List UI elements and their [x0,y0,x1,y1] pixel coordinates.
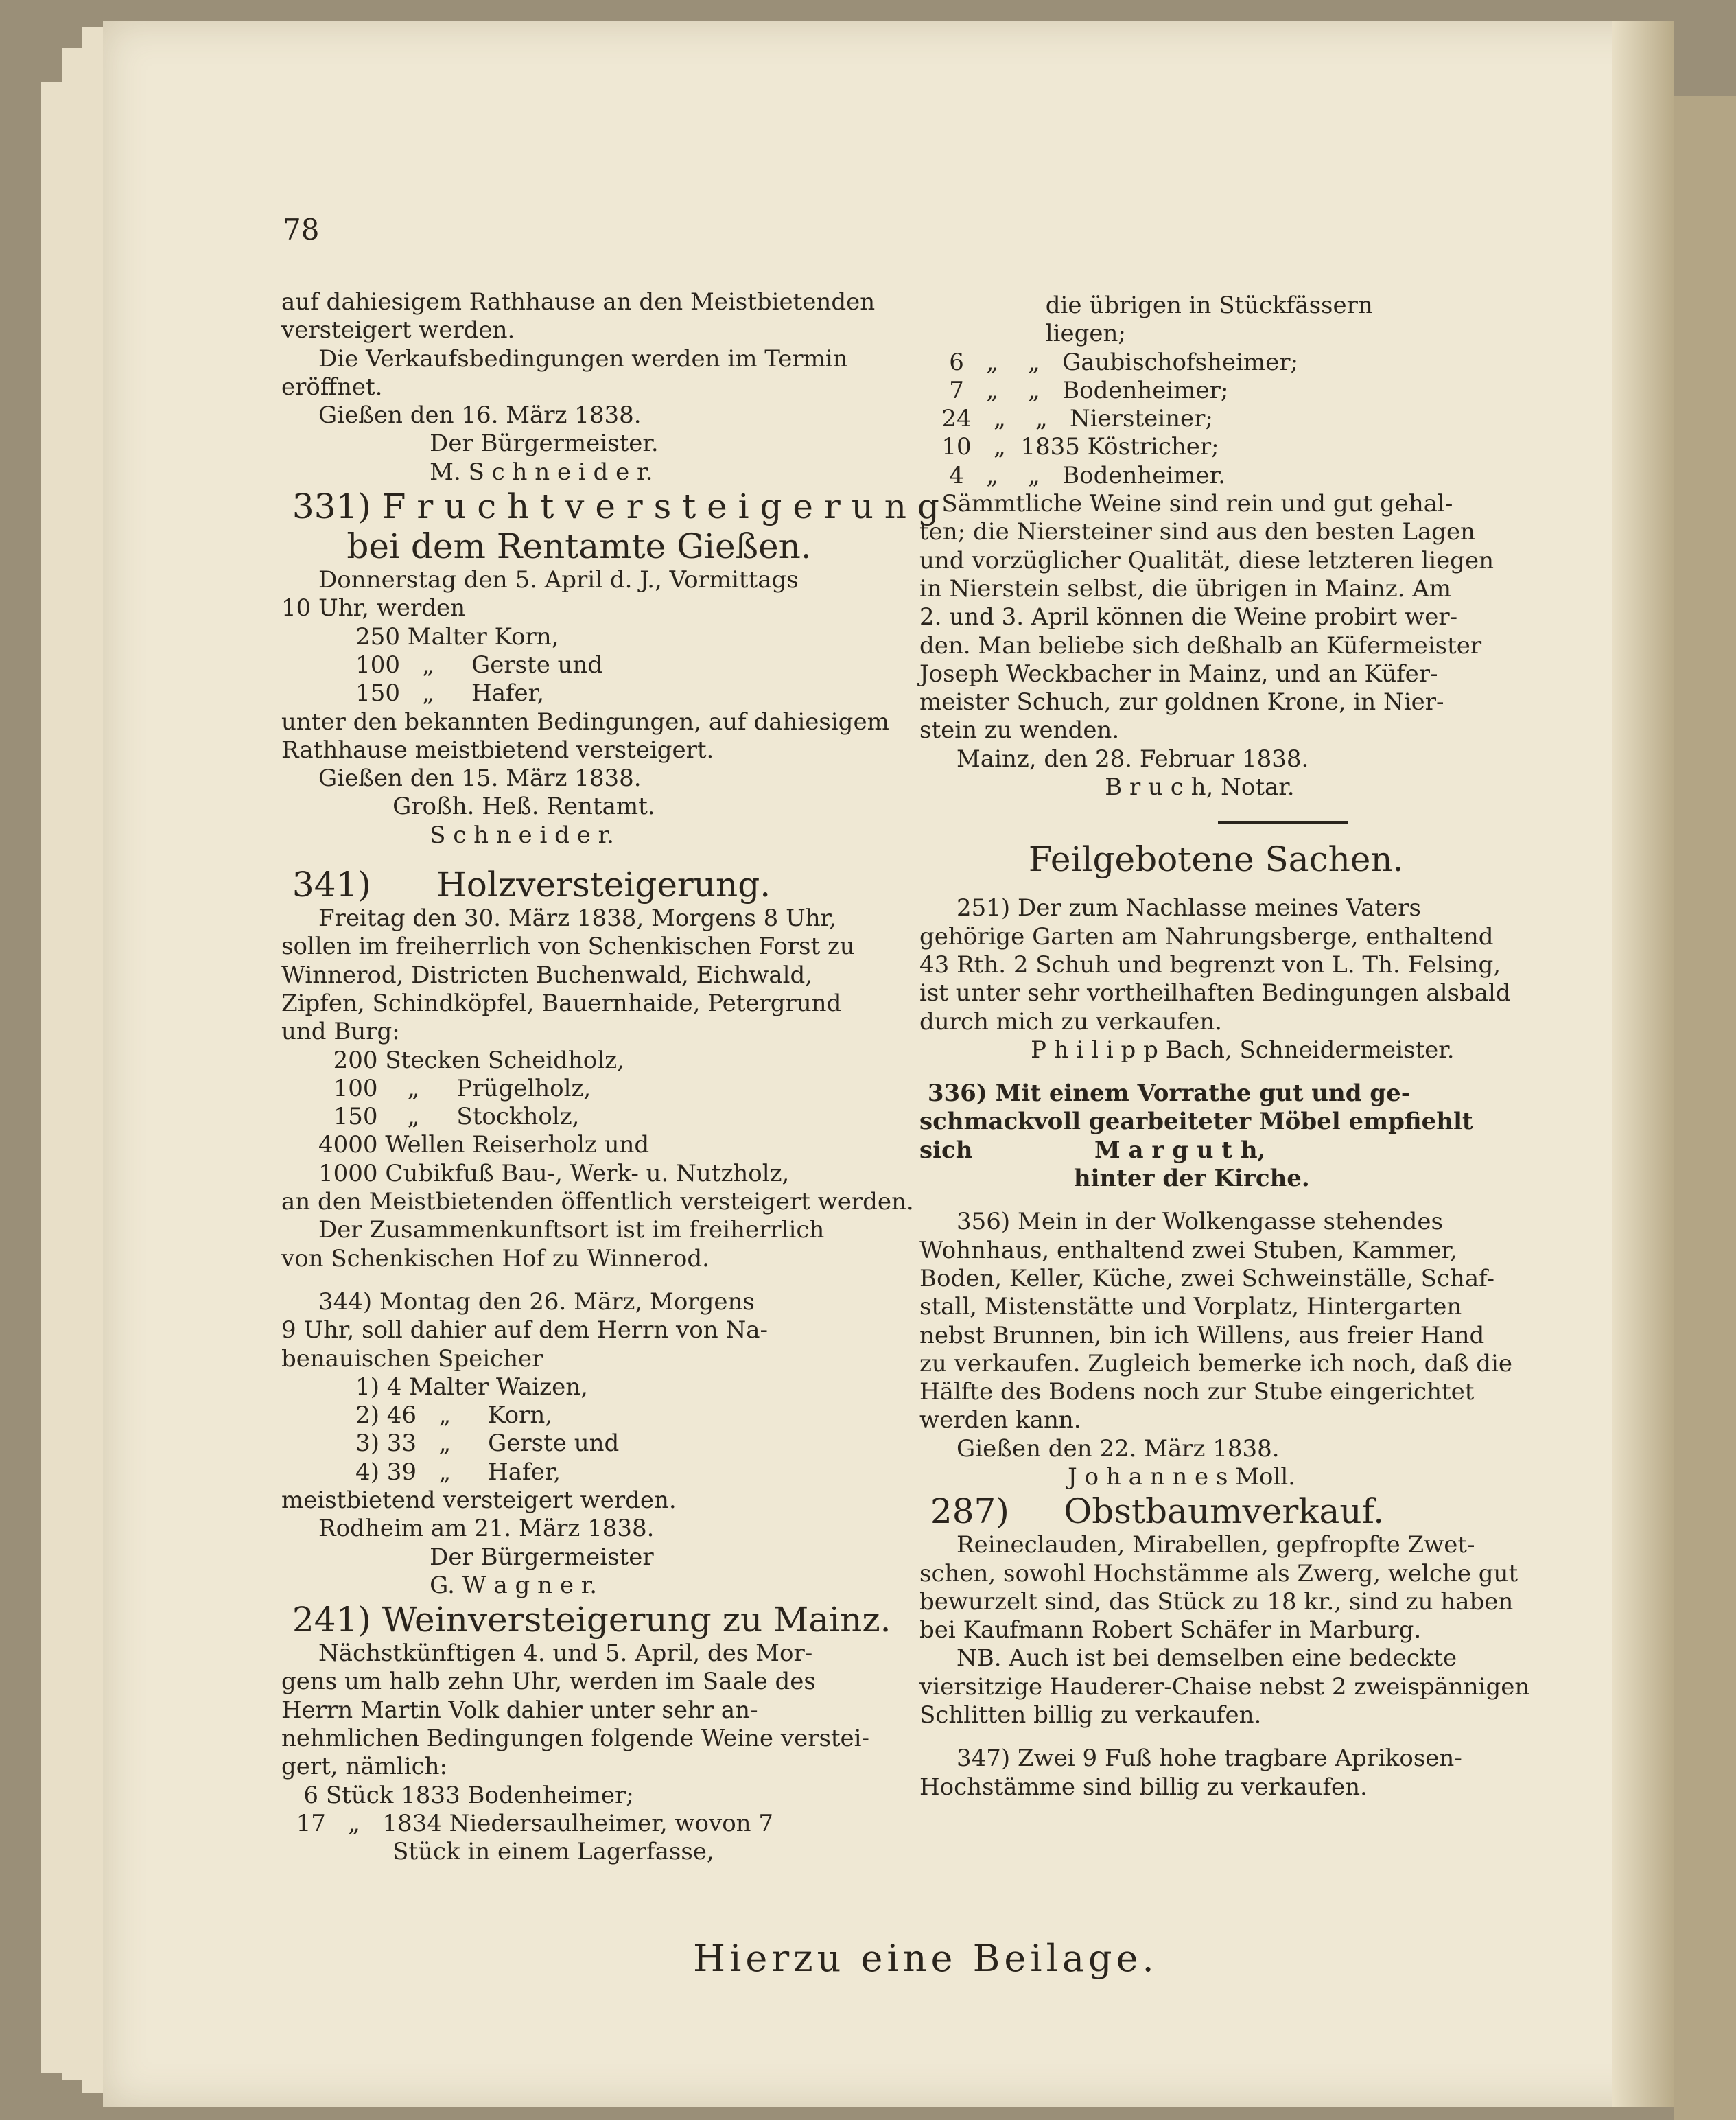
right-column [919,292,1530,1802]
right-text-line: NB. Auch ist bei demselben eine bedeckte [919,1644,1457,1673]
right-text-line: Joseph Weckbacher in Mainz, und an Küfer- [919,660,1438,688]
left-text-line: Die Verkaufsbedingungen werden im Termin [281,345,848,373]
right-text-line: werden kann. [919,1406,1081,1434]
right-text-line: Schlitten billig zu verkaufen. [919,1701,1262,1729]
left-heading: bei dem Rentamte Gießen. [281,526,812,567]
right-text-line: P h i l i p p Bach, Schneidermeister. [919,1036,1455,1064]
right-text-line: meister Schuch, zur goldnen Krone, in Nier- [919,688,1444,717]
left-spacer [281,850,885,865]
right-text-line: bei Kaufmann Robert Schäfer in Marburg. [919,1616,1422,1644]
right-text-line: schen, sowohl Hochstämme als Zwerg, welche gut [919,1559,1518,1587]
left-text-line: Herrn Martin Volk dahier unter sehr an- [281,1696,758,1724]
right-heading: 287) Obstbaumverkauf. [919,1491,1385,1532]
page-number: 78 [283,213,320,246]
left-spacer [281,1273,885,1288]
left-text-line: sollen im freiherrlich von Schenkischen Forst zu [281,933,855,961]
left-text-line: an den Meistbietenden öffentlich versteigert werden. [281,1188,914,1216]
left-column [281,288,939,1867]
right-text-line: B r u c h, Notar. [919,773,1295,802]
right-text-line: Sämmtliche Weine sind rein und gut gehal- [919,490,1453,518]
left-text-line: 150 „ Hafer, [281,679,544,708]
right-text-line: 4 „ „ Bodenheimer. [919,461,1225,489]
left-text-line: 6 Stück 1833 Bodenheimer; [281,1781,634,1809]
left-text-line: nehmlichen Bedingungen folgende Weine verstei- [281,1725,870,1753]
left-text-line: Nächstkünftigen 4. und 5. April, des Mor- [281,1640,813,1668]
right-text-line: Wohnhaus, enthaltend zwei Stuben, Kammer, [919,1236,1457,1264]
right-text-line: Mainz, den 28. Februar 1838. [919,745,1309,773]
right-text-line: 10 „ 1835 Köstricher; [919,433,1219,461]
right-text-line: 24 „ „ Niersteiner; [919,405,1213,433]
left-text-line: meistbietend versteigert werden. [281,1486,677,1514]
facing-page-edge [1674,96,1736,2120]
right-spacer [919,879,1523,894]
right-text-line: hinter der Kirche. [919,1165,1310,1193]
left-text-line: Der Bürgermeister. [281,430,659,458]
left-text-line: Freitag den 30. März 1838, Morgens 8 Uhr, [281,905,836,933]
right-text-line: nebst Brunnen, bin ich Willens, aus freier Hand [919,1321,1485,1349]
left-text-line: 4000 Wellen Reiserholz und [281,1131,650,1159]
left-heading: 241) Weinversteigerung zu Mainz. [281,1600,891,1640]
right-text-line: 2. und 3. April können die Weine probirt wer- [919,603,1458,631]
left-text-line: versteigert werden. [281,316,515,345]
right-text-line: viersitzige Hauderer-Chaise nebst 2 zweispännigen [919,1673,1530,1701]
right-text-line: Gießen den 22. März 1838. [919,1434,1280,1463]
right-spacer [919,1064,1523,1080]
left-text-line: und Burg: [281,1018,400,1046]
binding-gutter [1612,21,1674,2107]
right-text-line: 347) Zwei 9 Fuß hohe tragbare Aprikosen- [919,1745,1462,1773]
left-text-line: 1000 Cubikfuß Bau-, Werk- u. Nutzholz, [281,1159,790,1187]
right-text-line: stein zu wenden. [919,717,1120,745]
right-text-line: 7 „ „ Bodenheimer; [919,376,1229,404]
left-text-line: auf dahiesigem Rathhause an den Meistbietenden [281,288,876,316]
right-text-line: durch mich zu verkaufen. [919,1007,1222,1036]
left-text-line: Zipfen, Schindköpfel, Bauernhaide, Petergrund [281,989,842,1017]
left-text-line: 150 „ Stockholz, [281,1103,580,1131]
right-text-line: 6 „ „ Gaubischofsheimer; [919,348,1298,376]
left-text-line: 10 Uhr, werden [281,594,466,622]
left-text-line: 200 Stecken Scheidholz, [281,1046,624,1074]
footer-note: Hierzu eine Beilage. [693,1937,1158,1980]
right-text-line: zu verkaufen. Zugleich bemerke ich noch, daß die [919,1349,1512,1377]
right-text-line: und vorzüglicher Qualität, diese letzteren liegen [919,546,1494,574]
left-heading: 331) F r u c h t v e r s t e i g e r u n g [281,487,939,527]
left-text-line: Rathhause meistbietend versteigert. [281,736,714,764]
left-text-line: 3) 33 „ Gerste und [281,1430,620,1458]
left-text-line: gens um halb zehn Uhr, werden im Saale des [281,1668,816,1696]
right-section-rule [1218,821,1348,824]
left-text-line: 344) Montag den 26. März, Morgens [281,1288,755,1316]
left-text-line: von Schenkischen Hof zu Winnerod. [281,1244,709,1272]
left-text-line: Donnerstag den 5. April d. J., Vormittags [281,566,799,594]
right-text-line: Boden, Keller, Küche, zwei Schweinställe, Schaf- [919,1264,1494,1292]
left-text-line: Der Zusammenkunftsort ist im freiherrlich [281,1216,825,1244]
right-text-line: Hochstämme sind billig zu verkaufen. [919,1773,1368,1801]
right-text-line: sich M a r g u t h, [919,1136,1266,1164]
left-text-line: 9 Uhr, soll dahier auf dem Herrn von Na- [281,1316,768,1344]
right-text-line: bewurzelt sind, das Stück zu 18 kr., sind zu haben [919,1587,1514,1616]
right-text-line: 356) Mein in der Wolkengasse stehendes [919,1208,1443,1236]
left-text-line: G. W a g n e r. [281,1571,598,1599]
left-text-line: gert, nämlich: [281,1753,447,1781]
left-text-line: Winnerod, Districten Buchenwald, Eichwald, [281,961,813,989]
right-text-line: gehörige Garten am Nahrungsberge, enthaltend [919,922,1494,951]
left-text-line: Gießen den 15. März 1838. [281,765,642,793]
left-text-line: Stück in einem Lagerfasse, [281,1838,714,1866]
right-text-line: den. Man beliebe sich deßhalb an Küfermeister [919,631,1482,660]
right-text-line: J o h a n n e s Moll. [919,1463,1296,1491]
left-text-line: 2) 46 „ Korn, [281,1401,553,1430]
left-text-line: 250 Malter Korn, [281,622,559,651]
right-text-line: 251) Der zum Nachlasse meines Vaters [919,894,1421,922]
left-text-line: unter den bekannten Bedingungen, auf dahiesigem [281,708,889,736]
right-text-line: 43 Rth. 2 Schuh und begrenzt von L. Th. Felsing, [919,951,1501,979]
right-spacer [919,1193,1523,1208]
left-text-line: 100 „ Prügelholz, [281,1074,591,1102]
left-text-line: Gießen den 16. März 1838. [281,401,642,430]
right-text-line: ten; die Niersteiner sind aus den besten Lagen [919,518,1475,546]
right-text-line: die übrigen in Stückfässern [919,292,1373,319]
right-text-line: in Nierstein selbst, die übrigen in Mainz. Am [919,574,1452,603]
left-text-line: 100 „ Gerste und [281,651,603,679]
right-heading: Feilgebotene Sachen. [919,839,1404,880]
left-text-line: Der Bürgermeister [281,1543,654,1571]
left-text-line: 1) 4 Malter Waizen, [281,1373,588,1401]
left-text-line: Rodheim am 21. März 1838. [281,1515,655,1543]
right-text-line: 336) Mit einem Vorrathe gut und ge- [919,1080,1411,1108]
right-text-line: liegen; [919,320,1126,348]
right-text-line: stall, Mistenstätte und Vorplatz, Hintergarten [919,1293,1462,1321]
left-text-line: Großh. Heß. Rentamt. [281,793,655,821]
right-text-line: Reineclauden, Mirabellen, gepfropfte Zwet- [919,1531,1475,1559]
right-spacer [919,1729,1523,1745]
right-text-line: schmackvoll gearbeiteter Möbel empfiehlt [919,1108,1473,1136]
left-text-line: M. S c h n e i d e r. [281,458,653,486]
left-text-line: eröffnet. [281,373,383,401]
right-text-line: Hälfte des Bodens noch zur Stube eingerichtet [919,1378,1475,1406]
left-text-line: S c h n e i d e r. [281,821,614,849]
left-text-line: 17 „ 1834 Niedersaulheimer, wovon 7 [281,1809,774,1837]
left-text-line: benauischen Speicher [281,1344,543,1373]
left-heading: 341) Holzversteigerung. [281,865,771,905]
right-text-line: ist unter sehr vortheilhaften Bedingungen alsbald [919,979,1511,1007]
left-text-line: 4) 39 „ Hafer, [281,1458,561,1486]
